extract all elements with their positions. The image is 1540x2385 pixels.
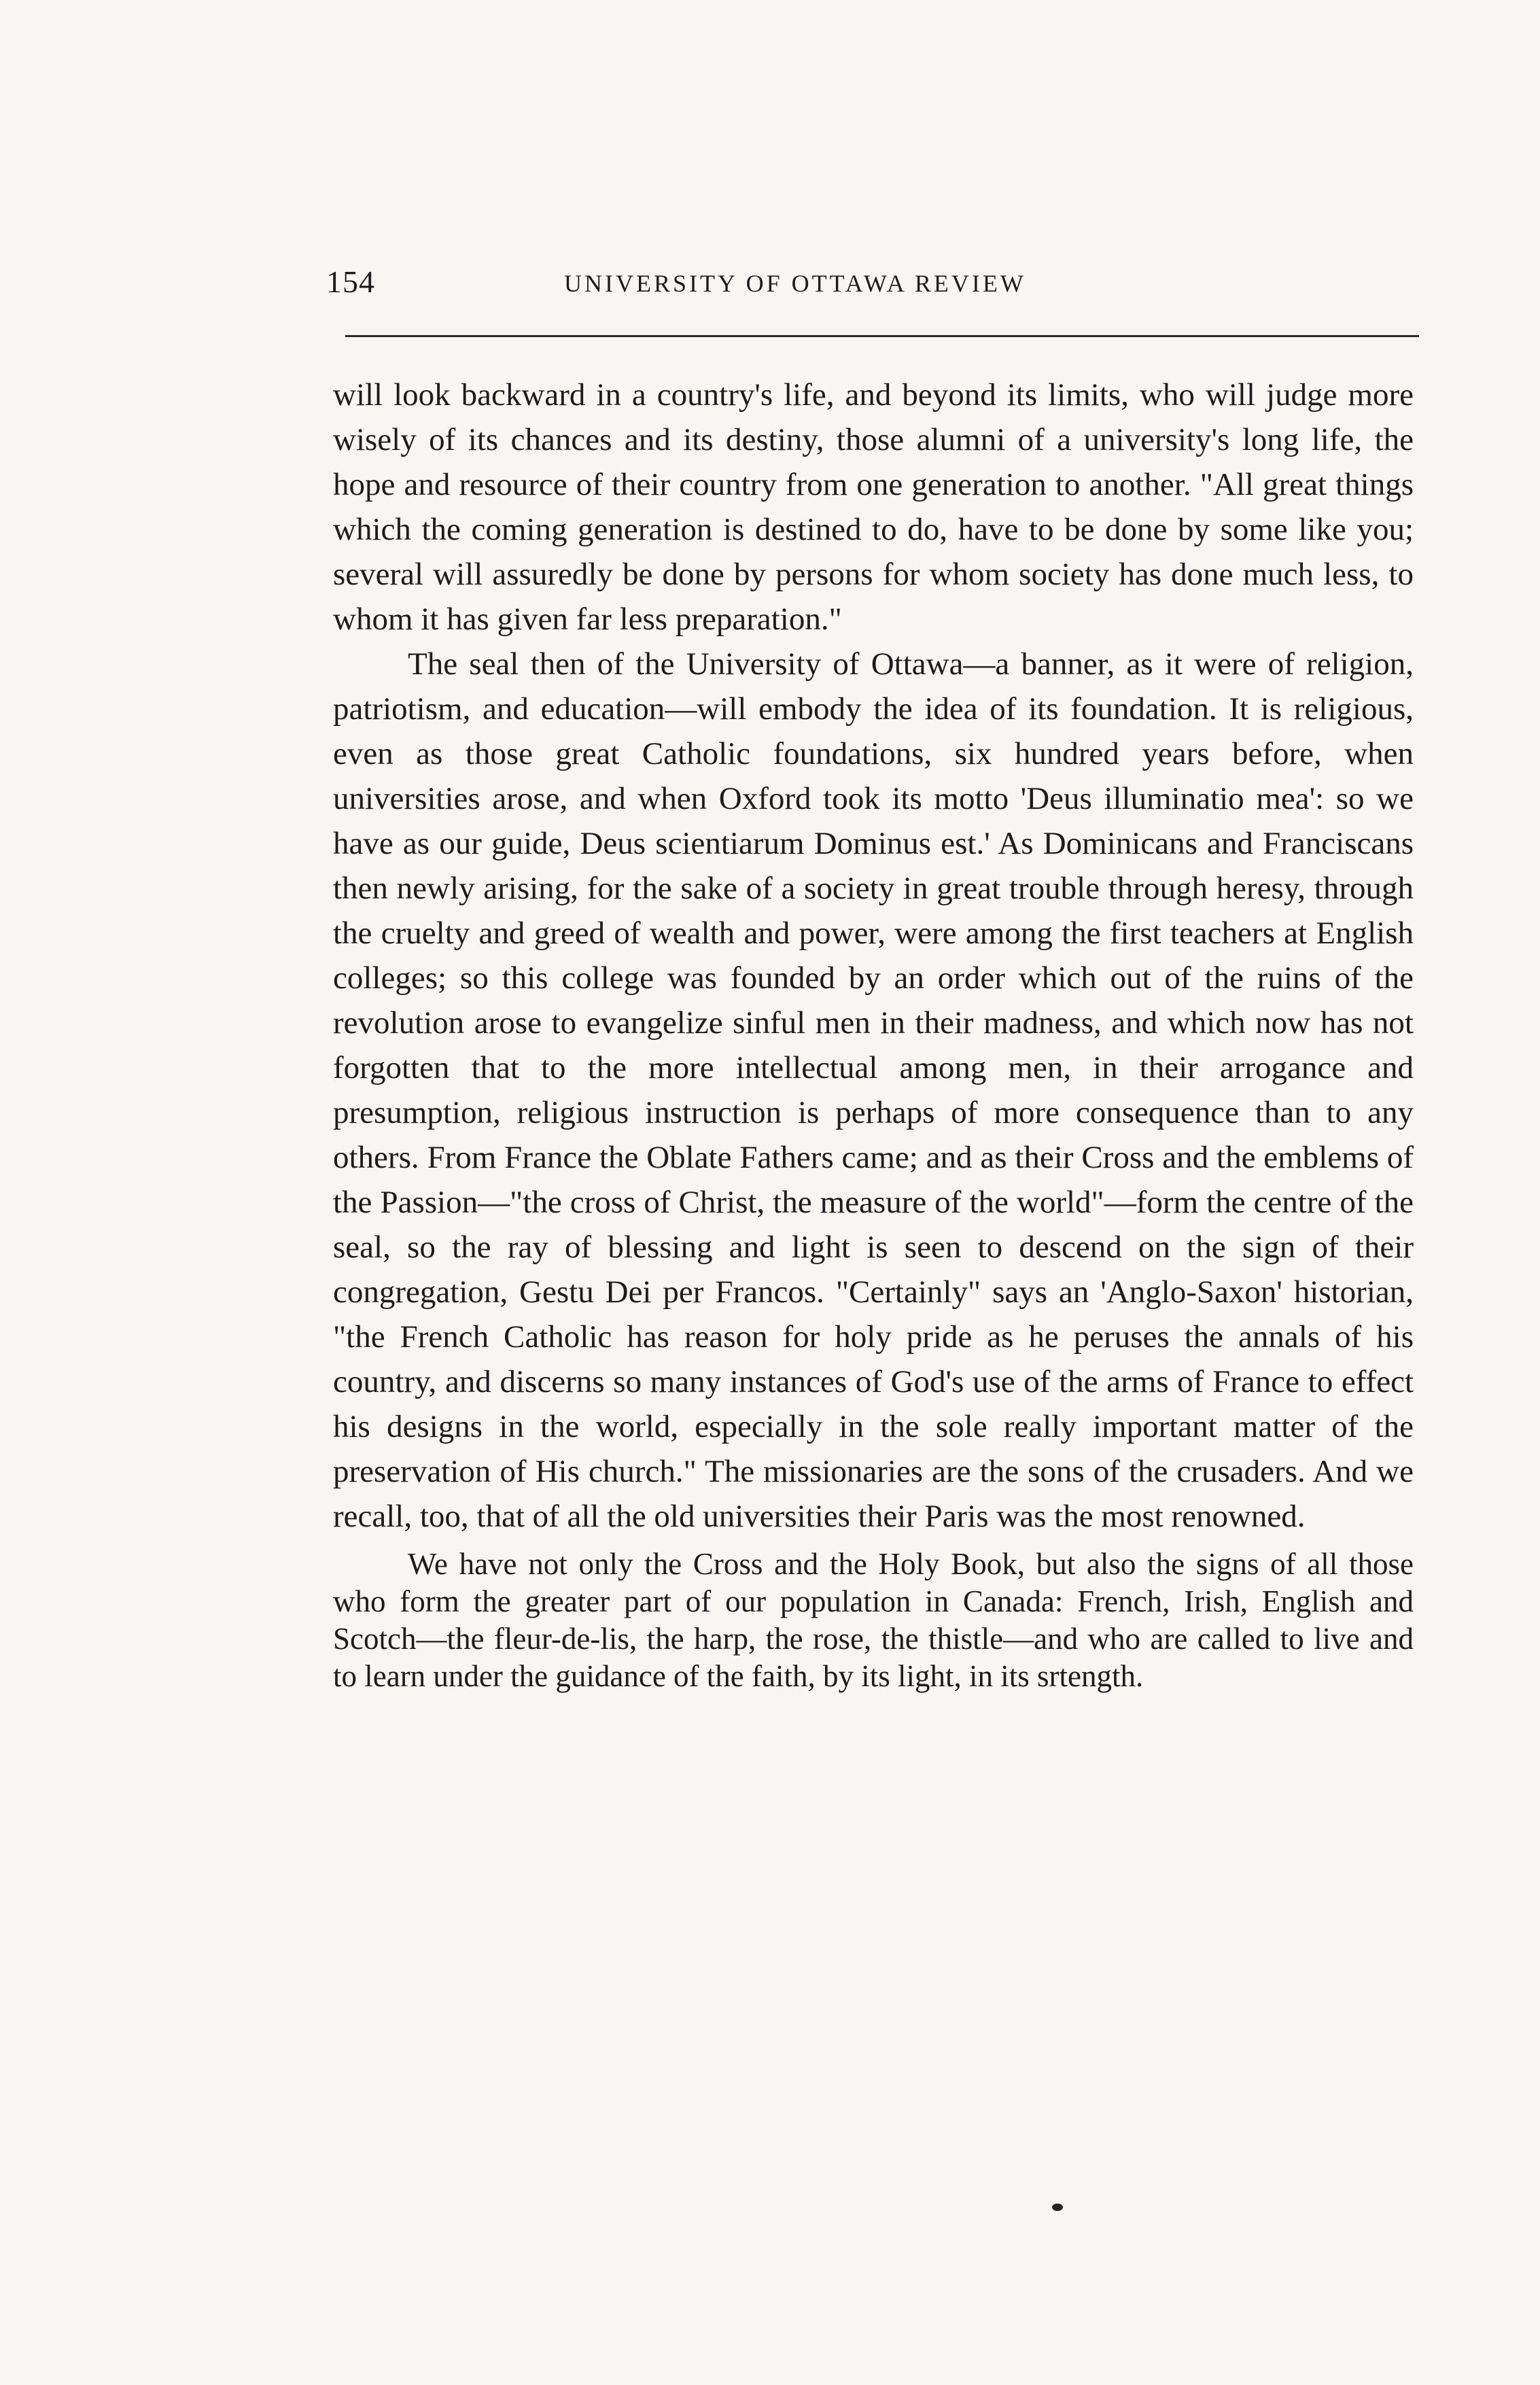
paragraph-continued: will look backward in a country's life, and beyond its limits, who will judge more wisely of its chances and its destiny, those alumni of a university's long life, the hope and resource of their country from one generation to another. "All great things which the coming generation is destined to do, have to be done by some like you; several will assuredly be done by persons for whom society has done much less, to whom it has given far less preparation.": [333, 377, 1414, 637]
header-rule: [345, 335, 1419, 337]
page-header: [326, 262, 1420, 302]
page-number: 154: [326, 264, 375, 299]
ink-mark: [1052, 2204, 1063, 2211]
paragraph-seal: The seal then of the University of Ottawa—a banner, as it were of religion, patriotism, and education—will embody the idea of its foundation. It is religious, even as those great Catholic foundations, six hundred years before, when universities arose, and when Oxford took its motto 'Deus illuminatio mea': so we have as our guide, Deus scientiarum Dominus est.' As Dominicans and Franciscans then newly arising, for the sake of a society in great trouble through heresy, through the cruelty and greed of wealth and power, were among the first teachers at English colleges; so this college was founded by an order which out of the ruins of the revolution arose to evangelize sinful men in their madness, and which now has not forgotten that to the more intellectual among men, in their arrogance and presumption, religious instruction is perhaps of more consequence than to any others. From France the Oblate Fathers came; and as their Cross and the emblems of the Passion—"the cross of Christ, the measure of the world"—form the centre of the seal, so the ray of blessing and light is seen to descend on the sign of their congregation, Gestu Dei per Francos. "Certainly" says an 'Anglo-Saxon' historian, "the French Catholic has reason for holy pride as he peruses the annals of his country, and discerns so many instances of God's use of the arms of France to effect his designs in the world, especially in the sole really important matter of the preservation of His church." The missionaries are the sons of the crusaders. And we recall, too, that of all the old universities their Paris was the most renowned.: [333, 646, 1414, 1534]
body-text: [333, 372, 1414, 1695]
paragraph-signs: We have not only the Cross and the Holy Book, but also the signs of all those who form the greater part of our population in Canada: French, Irish, English and Scotch—the fleur-de-lis, the harp, the rose, the thistle—and who are called to live and to learn under the guidance of the faith, by its light, in its srtength.: [333, 1547, 1414, 1693]
running-head: UNIVERSITY OF OTTAWA REVIEW: [564, 270, 1026, 297]
